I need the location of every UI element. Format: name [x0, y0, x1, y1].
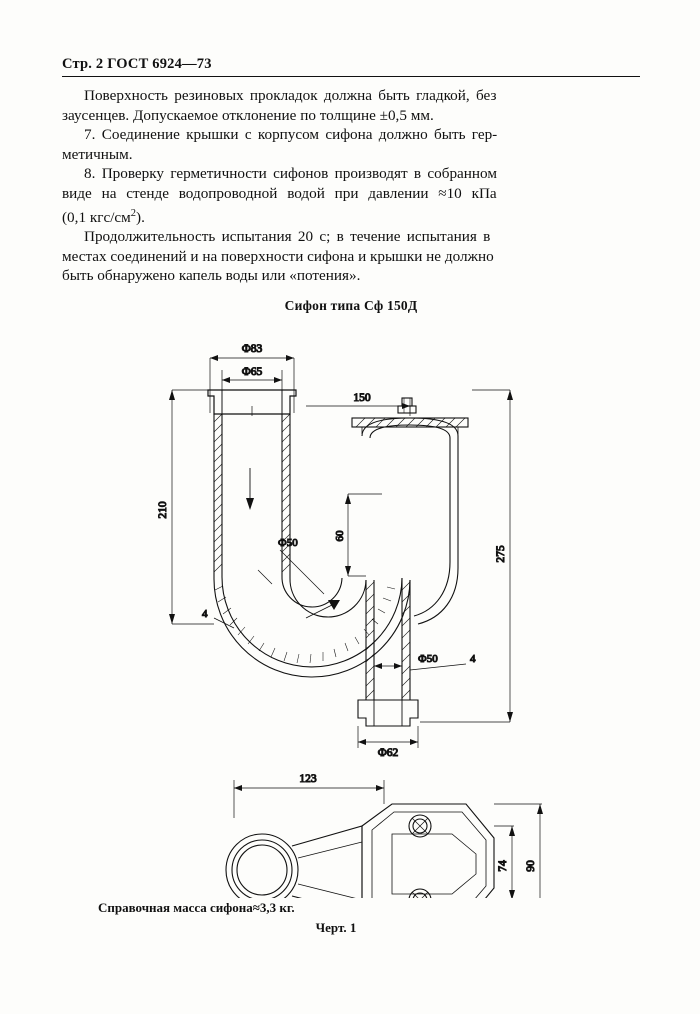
paragraph-3-superscript: 2	[130, 207, 137, 219]
cover-plate-hatching	[356, 418, 465, 427]
dim-d50-right: Ф50	[418, 653, 438, 665]
u-bend-outer	[214, 578, 410, 677]
paragraph-3-line-1: 8. Проверку герметичности сифонов производят в собранном	[84, 165, 497, 183]
dim-h275: 275	[495, 545, 507, 563]
page-header	[62, 56, 640, 77]
dim-w123: 123	[299, 773, 317, 785]
figure-caption: Черт. 1	[315, 920, 357, 935]
chamber-outline-left-hidden	[358, 410, 430, 568]
paragraph-3-line-3b: ).	[136, 208, 145, 226]
mass-note: Справочная масса сифона≈3,3 кг.	[98, 900, 295, 915]
paragraph-1-line-2: заусенцев. Допускаемое отклонение по толщине ±0,5 мм.	[62, 106, 434, 124]
page-content	[62, 56, 640, 936]
dim-h90: 90	[525, 860, 537, 872]
plan-pipe-inner	[237, 845, 287, 895]
dim-wall4-right: 4	[470, 653, 476, 665]
technical-drawing	[62, 318, 640, 898]
dim-len150: 150	[353, 392, 371, 404]
dim-d83: Ф83	[241, 343, 263, 355]
paragraph-2	[62, 125, 640, 164]
paragraph-4-line-3: быть обнаружено капель воды или «потения».	[62, 267, 361, 285]
dim-h60: 60	[334, 530, 346, 542]
paragraph-4	[62, 227, 640, 286]
section-hatching-bend	[215, 586, 395, 663]
plan-pipe-mid	[232, 840, 292, 898]
section-hatching-right	[366, 582, 410, 698]
dim-wall4-left: 4	[202, 608, 208, 620]
dim-d62: Ф62	[377, 747, 399, 759]
paragraph-3	[62, 164, 640, 227]
body-text	[62, 86, 640, 286]
paragraph-1	[62, 86, 640, 125]
paragraph-3-line-2: виде на стенде водопроводной водой при давлении ≈10 кПа	[62, 184, 497, 202]
dim-d65: Ф65	[241, 366, 263, 378]
dim-d50-left: Ф50	[278, 537, 298, 549]
dim-h74: 74	[497, 860, 509, 872]
plan-bolt-bottom	[409, 889, 431, 898]
siphon-drawing-svg	[62, 318, 640, 898]
paragraph-4-line-1: Продолжительность испытания 20 с; в течение испытания в	[84, 228, 491, 246]
paragraph-3-line-3a: (0,1 кгс/см	[62, 208, 131, 226]
paragraph-2-line-2: метичным.	[62, 145, 133, 163]
dim-h210: 210	[157, 501, 169, 519]
paragraph-2-line-1: 7. Соединение крышки с корпусом сифона должно быть гер-	[84, 126, 498, 144]
standard-number: ГОСТ 6924—73	[107, 56, 212, 72]
paragraph-1-line-1: Поверхность резиновых прокладок должна быть гладкой, без	[84, 87, 497, 104]
paragraph-4-line-2: местах соединений и на поверхности сифона и крышки не должно	[62, 247, 494, 265]
figure-title: Сифон типа Сф 150Д	[284, 298, 418, 313]
u-bend-inner-outer	[290, 578, 366, 617]
page-number-label: Стр. 2	[62, 56, 104, 72]
